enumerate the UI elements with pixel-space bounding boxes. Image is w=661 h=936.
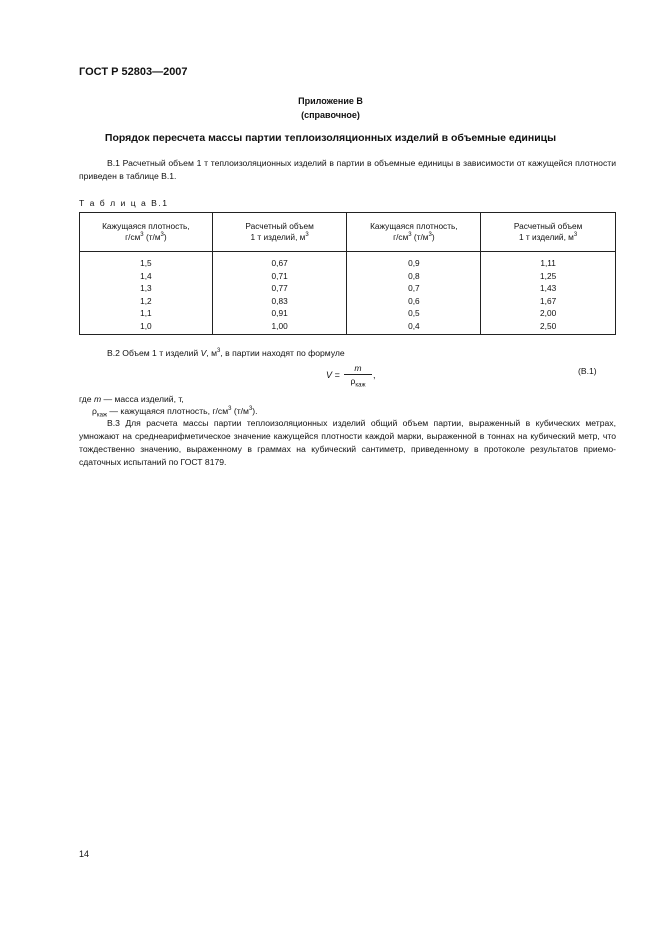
column-density-1: 1,5 1,4 1,3 1,2 1,1 1,0 bbox=[80, 252, 213, 335]
where-rho-line: $\rho_{каж}$ — кажущаяся плотность, $г/см^3$ $(т/м^3)$. bbox=[92, 406, 258, 419]
table-caption: Т а б л и ц а В.1 bbox=[79, 198, 169, 208]
column-density-2: 0,9 0,8 0,7 0,6 0,5 0,4 bbox=[347, 252, 481, 335]
where-m-line: где m — масса изделий, т, bbox=[79, 394, 184, 404]
paragraph-b3: В.3 Для расчета массы партии теплоизоляционных изделий общий объем партии, выраженный в кубических метрах, умножают на среднеарифметическое значение кажущейся плотности каждой марки, выраженной в тоннах на кубический метр, что тождественно значению, выраженному в граммах на кубический сантиметр, приведенному в протоколе результатов приемо-сдаточных испытаний по ГОСТ 8179. bbox=[79, 418, 616, 467]
equation-number: (В.1) bbox=[578, 366, 597, 376]
document-page: ГОСТ Р 52803—2007 Приложение В (справочное) Порядок пересчета массы партии теплоизоляционных изделий в объемные единицы В.1 Расчетный объем 1 т теплоизоляционных изделий в партии в объемные единицы в зависимости от кажущейся плотности приведен в таблице В.1. Т а б л и ц а В.1 Кажущаяся плотность, $г/см^3$ $(т/м^3)$ Расчетный объем 1 т изделий, $м^3$ Кажущаяся плотность, $г/см^3$ $(т/м^3)$ Расчетный объем 1 т изделий, $м^3$ 1,5 1,4 1,3 1,2 1,1 1,0 0,67 0,71 0,77 0,83 0,91 1,00 0,9 0,8 0,7 0,6 0,5 0,4 1,11 1,25 1,43 1,67 2,00 2,50 В.2 Объем 1 т изделий V, $м^3$, в партии находят по формуле V = m $\rho_{каж}$ , (В.1) где m — масса изделий, т, $\rho_{каж}$ — кажущаяся плотность, $г/см^3$ $(т/м^3)$. В.3 Для расчета массы партии теплоизоляционных изделий общий объем партии, выраженный в кубических метрах, умножают на среднеарифметическое значение кажущейся плотности каждой марки, выраженной в тоннах на кубический метр, что тождественно значению, выраженному в граммах на кубический сантиметр, приведенному в протоколе результатов приемо-сдаточных испытаний по ГОСТ 8179. 14 bbox=[0, 0, 661, 936]
paragraph-b1: В.1 Расчетный объем 1 т теплоизоляционных изделий в партии в объемные единицы в зависимости от кажущейся плотности приведен в таблице В.1. bbox=[79, 158, 616, 181]
document-code: ГОСТ Р 52803—2007 bbox=[79, 66, 188, 78]
formula-numerator: m bbox=[344, 362, 372, 375]
table-body-row bbox=[80, 252, 616, 335]
header-volume-2: Расчетный объем 1 т изделий, $м^3$ bbox=[481, 213, 616, 252]
appendix-title: Приложение В bbox=[298, 96, 363, 106]
formula-denominator: $\rho_{каж}$ bbox=[350, 376, 366, 389]
formula-lhs: V = bbox=[326, 370, 340, 380]
formula-fraction bbox=[344, 362, 372, 387]
appendix-subtitle: (справочное) bbox=[301, 110, 360, 120]
page-number: 14 bbox=[79, 849, 90, 859]
header-density-2: Кажущаяся плотность, $г/см^3$ $(т/м^3)$ bbox=[347, 213, 481, 252]
table-header-row bbox=[80, 213, 616, 252]
header-density-1: Кажущаяся плотность, $г/см^3$ $(т/м^3)$ bbox=[80, 213, 213, 252]
section-title: Порядок пересчета массы партии теплоизоляционных изделий в объемные единицы bbox=[104, 132, 557, 144]
column-volume-2: 1,11 1,25 1,43 1,67 2,00 2,50 bbox=[481, 252, 616, 335]
column-volume-1: 0,67 0,71 0,77 0,83 0,91 1,00 bbox=[212, 252, 347, 335]
density-volume-table bbox=[79, 212, 616, 335]
header-volume-1: Расчетный объем 1 т изделий, $м^3$ bbox=[212, 213, 347, 252]
paragraph-b2: В.2 Объем 1 т изделий V, $м^3$, в партии находят по формуле bbox=[107, 348, 345, 358]
